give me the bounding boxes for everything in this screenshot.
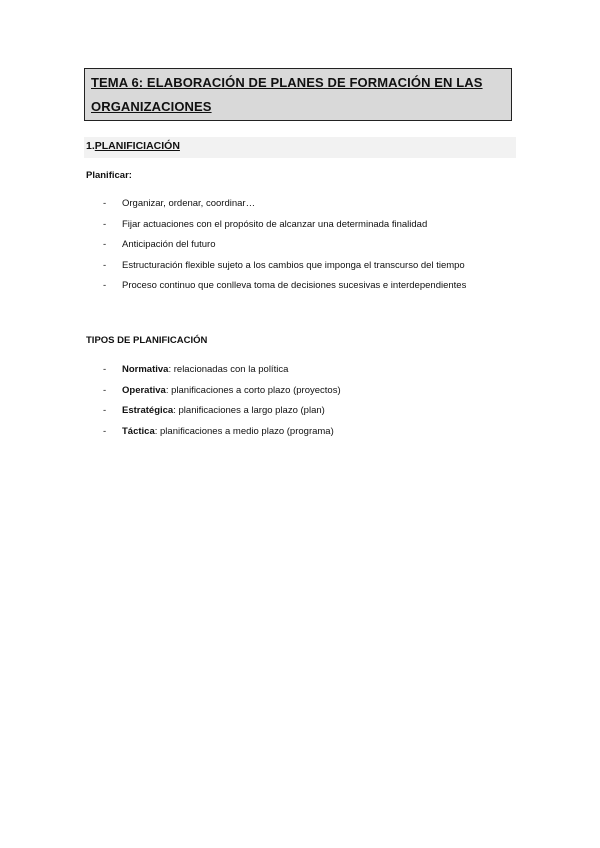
list-item <box>86 260 466 281</box>
list-item-text: Fijar actuaciones con el propósito de alcanzar una determinada finalidad <box>122 218 428 230</box>
tipos-label: TIPOS DE PLANIFICACIÓN <box>86 335 208 346</box>
list-item <box>86 280 466 301</box>
list-item <box>86 198 466 219</box>
dash-bullet: - <box>103 218 107 230</box>
dash-bullet: - <box>103 425 107 437</box>
list-item <box>86 239 466 260</box>
list-item-desc: : planificaciones a medio plazo (programa) <box>154 425 334 437</box>
list-item-desc: : planificaciones a corto plazo (proyectos) <box>165 384 341 396</box>
list-item-text: Proceso continuo que conlleva toma de decisiones sucesivas e interdependientes <box>122 280 467 291</box>
list-item-text: Organizar, ordenar, coordinar… <box>122 198 256 209</box>
dash-bullet: - <box>103 259 107 271</box>
dash-bullet: - <box>103 198 107 209</box>
list-item <box>86 364 341 385</box>
section-title: PLANIFICIACIÓN <box>94 140 180 152</box>
list-item-term: Táctica <box>122 425 155 437</box>
list-item-term: Estratégica <box>122 405 174 416</box>
dash-bullet: - <box>103 384 107 396</box>
list-item-term: Operativa <box>122 384 166 396</box>
document-title-box <box>84 68 512 121</box>
document-title-line-2: ORGANIZACIONES <box>91 99 212 114</box>
document-title-line-1: TEMA 6: ELABORACIÓN DE PLANES DE FORMACIÓN EN LAS <box>91 75 483 90</box>
section-number: 1. <box>86 140 95 152</box>
planificar-list <box>86 198 466 301</box>
section-heading <box>86 140 180 152</box>
dash-bullet: - <box>103 239 107 250</box>
dash-bullet: - <box>103 364 107 375</box>
list-item-desc: : planificaciones a largo plazo (plan) <box>173 405 325 416</box>
list-item <box>86 405 341 426</box>
list-item <box>86 385 341 406</box>
list-item <box>86 426 341 447</box>
list-item-text: Anticipación del futuro <box>122 239 216 250</box>
planificar-label: Planificar: <box>86 170 132 181</box>
tipos-list <box>86 364 341 446</box>
dash-bullet: - <box>103 280 107 291</box>
list-item-desc: : relacionadas con la política <box>168 364 289 375</box>
list-item-text: Estructuración flexible sujeto a los cambios que imponga el transcurso del tiempo <box>122 259 465 271</box>
dash-bullet: - <box>103 405 107 416</box>
list-item <box>86 219 466 240</box>
list-item-term: Normativa <box>122 364 169 375</box>
